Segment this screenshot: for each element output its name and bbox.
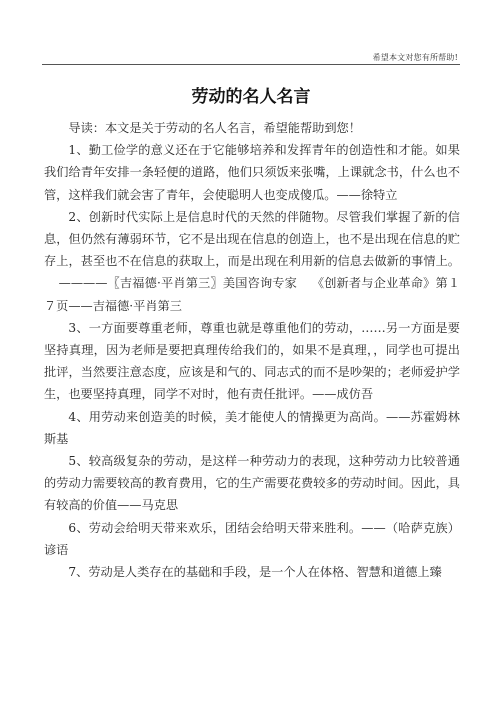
header-note: 希望本文对您有所帮助! [372,53,458,62]
quote-2-citation-b: 《创新者与企业革命》第１７页——吉福德·平肖第三 [44,276,461,313]
quote-paragraph-6: 6、劳动会给明天带来欢乐，团结会给明天带来胜利。——（哈萨克族）谚语 [44,520,460,557]
quote-paragraph-1: 1、勤工俭学的意义还在于它能够培养和发挥青年的创造性和才能。如果我们给青年安排一条轻便的道路，他们只须饭来张嘴，上课就念书，什么也不管，这样我们就会害了青年，会使聪明人也变成傻瓜。——徐特立 [44,143,460,202]
header-rule [42,64,460,65]
quote-paragraph-4: 4、用劳动来创造美的时候，美才能使人的情操更为高尚。——苏霍姆林斯基 [44,409,460,446]
quote-2-citation-a: ————〖吉福德·平肖第三〗美国咨询专家 [58,276,298,291]
intro-paragraph: 导读：本文是关于劳动的名人名言，希望能帮助到您！ [68,121,361,135]
quote-paragraph-5: 5、较高级复杂的劳动，是这样一种劳动力的表现，这种劳动力比较普通的劳动力需要较高的教育费用，它的生产需要花费较多的劳动时间。因此，具有较高的价值——马克思 [44,454,460,513]
quote-paragraph-3: 3、一方面要尊重老师，尊重也就是尊重他们的劳动，……另一方面是要坚持真理，因为老师是要把真理传给我们的，如果不是真理，，同学也可提出批评，当然要注意态度，应该是和气的、同志式的而不是吵架的；老师爱护学生，也要坚持真理，同学不对时，他有责任批评。——成仿吾 [44,320,460,402]
quote-paragraph-7: 7、劳动是人类存在的基础和手段，是一个人在体格、智慧和道德上臻 [68,565,442,580]
quote-2-text: 2、创新时代实际上是信息时代的天然的伴随物。尽管我们掌握了新的信息，但仍然有薄弱环节，它不是出现在信息的创造上，也不是出现在信息的贮存上，甚至也不在信息的获取上，而是出现在利用新的信息去做新的事情上。 [44,209,460,269]
document-title: 劳动的名人名言 [191,87,311,107]
document-body [44,117,460,583]
quote-paragraph-2 [44,206,460,317]
